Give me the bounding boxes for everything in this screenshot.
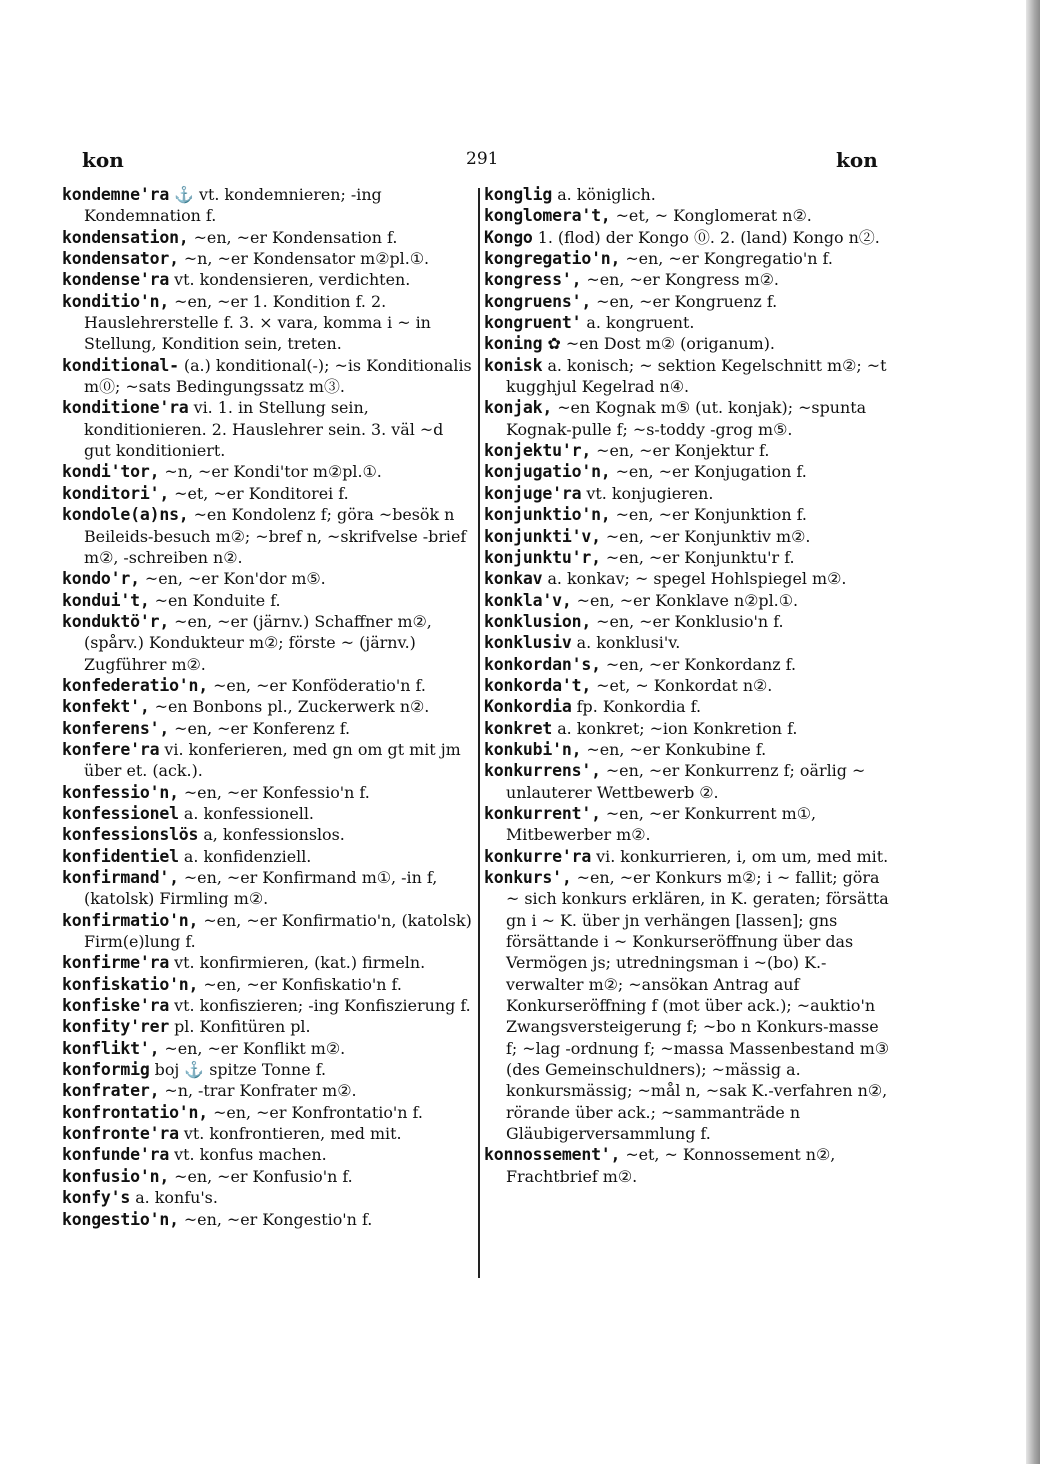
entry-definition: ~n, ~er Kondensator m②pl.①. xyxy=(178,249,430,269)
entry-definition: ~en, ~er Konjunktion f. xyxy=(610,505,807,525)
entry-definition: ~et, ~er Konditorei f. xyxy=(169,483,349,503)
entry-definition: ✿ ~en Dost m② (origanum). xyxy=(542,334,775,354)
entry-headword: konditione'ra xyxy=(62,398,189,418)
entry-headword: konfessionel xyxy=(62,803,179,823)
dictionary-entry xyxy=(484,526,894,547)
entry-definition: a. konklusi'v. xyxy=(571,633,681,653)
entry-definition: ~en, ~er Kon'dor m⑤. xyxy=(139,569,326,589)
entry-definition: ~en, ~er Konkordanz f. xyxy=(600,654,796,674)
dictionary-entry xyxy=(62,846,474,867)
entry-headword: konnossement', xyxy=(484,1145,621,1165)
entry-definition: ~n, -trar Konfrater m②. xyxy=(159,1081,357,1101)
dictionary-entry xyxy=(484,461,894,482)
dictionary-entry xyxy=(62,269,474,290)
entry-headword: konfunde'ra xyxy=(62,1145,170,1165)
entry-definition: ~en, ~er Konfrontatio'n f. xyxy=(208,1102,423,1122)
entry-headword: kongress', xyxy=(484,270,582,290)
dictionary-entry xyxy=(484,483,894,504)
dictionary-entry xyxy=(62,1209,474,1230)
dictionary-entry xyxy=(484,205,894,226)
entry-headword: konduktö'r, xyxy=(62,611,170,631)
dictionary-entry xyxy=(62,355,474,398)
entry-definition: ~en, ~er Konfessio'n f. xyxy=(178,782,370,802)
entry-headword: konjugatio'n, xyxy=(484,462,611,482)
column-divider xyxy=(478,188,480,1278)
entry-headword: konklusiv xyxy=(484,633,572,653)
entry-headword: konkla'v, xyxy=(484,590,572,610)
dictionary-entry xyxy=(62,718,474,739)
left-column xyxy=(62,184,474,1230)
entry-definition: pl. Konfitüren pl. xyxy=(169,1017,311,1037)
entry-definition: a. konfu's. xyxy=(130,1188,218,1208)
entry-definition: vi. konkurrieren, i, om um, med mit. xyxy=(591,846,889,866)
dictionary-entry xyxy=(484,632,894,653)
entry-headword: konfirmatio'n, xyxy=(62,910,199,930)
dictionary-entry xyxy=(62,995,474,1016)
entry-headword: konfiske'ra xyxy=(62,996,170,1016)
dictionary-entry xyxy=(484,590,894,611)
entry-definition: vt. konfus machen. xyxy=(169,1145,327,1165)
entry-headword: konkurs', xyxy=(484,868,572,887)
entry-definition: ~en, ~er Konkubine f. xyxy=(581,739,767,759)
entry-definition: a. konkret; ~ion Konkretion f. xyxy=(552,718,798,738)
entry-definition: ~en, ~er Kongestio'n f. xyxy=(178,1209,373,1229)
entry-headword: konfy's xyxy=(62,1188,131,1208)
dictionary-entry xyxy=(62,1187,474,1208)
entry-definition: 1. (flod) der Kongo ⓪. 2. (land) Kongo n②. xyxy=(532,227,880,247)
entry-headword: konkav xyxy=(484,569,543,589)
dictionary-entry xyxy=(62,1059,474,1080)
dictionary-entry xyxy=(62,1038,474,1059)
entry-headword: kondense'ra xyxy=(62,270,170,290)
entry-definition: ~en, ~er Konjunktiv m②. xyxy=(600,526,811,546)
entry-definition: ~en Bonbons pl., Zuckerwerk n②. xyxy=(149,697,430,717)
dictionary-entry xyxy=(484,760,894,803)
dictionary-entry xyxy=(62,1102,474,1123)
dictionary-entry xyxy=(62,867,474,910)
entry-headword: kondensation, xyxy=(62,227,189,247)
entry-headword: konfirme'ra xyxy=(62,953,170,973)
dictionary-entry xyxy=(484,867,894,1144)
dictionary-entry xyxy=(484,547,894,568)
dictionary-entry xyxy=(62,1166,474,1187)
entry-definition: ~en, ~er Konfiskatio'n f. xyxy=(198,974,402,994)
entry-headword: konditori', xyxy=(62,483,170,503)
left-running-head: kon xyxy=(82,148,124,172)
page-header xyxy=(0,148,1040,174)
dictionary-entry xyxy=(484,739,894,760)
dictionary-entry xyxy=(484,654,894,675)
dictionary-entry xyxy=(62,824,474,845)
entry-definition: ~en, ~er Konfusio'n f. xyxy=(169,1166,353,1186)
dictionary-entry xyxy=(62,1080,474,1101)
entry-definition: ~et, ~ Konkordat n②. xyxy=(591,675,773,695)
entry-definition: vi. konferieren, med gn om gt mit jm über et. (ack.). xyxy=(84,739,461,781)
entry-definition: ~n, ~er Kondi'tor m②pl.①. xyxy=(159,462,382,482)
entry-definition: ~en Konduite f. xyxy=(149,590,281,610)
dictionary-entry xyxy=(62,590,474,611)
dictionary-entry xyxy=(62,248,474,269)
dictionary-entry xyxy=(484,440,894,461)
dictionary-entry xyxy=(62,910,474,953)
entry-headword: konjak, xyxy=(484,398,553,418)
entry-definition: ~en, ~er Konjugation f. xyxy=(610,462,807,482)
dictionary-entry xyxy=(62,483,474,504)
entry-headword: konfirmand', xyxy=(62,868,179,887)
entry-definition: ~en, ~er Konflikt m②. xyxy=(159,1038,346,1058)
right-column xyxy=(484,184,894,1187)
entry-definition: ~en, ~er (järnv.) Schaffner m②, (spårv.) Kondukteur m②; förste ~ (järnv.) Zugführer m②. xyxy=(84,611,432,674)
entry-headword: konjunktu'r, xyxy=(484,547,601,567)
entry-headword: konfiskatio'n, xyxy=(62,974,199,994)
entry-definition: a. konisch; ~ sektion Kegelschnitt m②; ~t kugghjul Kegelrad n④. xyxy=(506,355,887,397)
entry-headword: Kongo xyxy=(484,227,533,247)
entry-definition: ~en Kognak m⑤ (ut. konjak); ~spunta Kognak-pulle f; ~s-toddy -grog m⑤. xyxy=(506,398,867,439)
dictionary-entry xyxy=(484,269,894,290)
entry-definition: a. kongruent. xyxy=(581,313,695,333)
dictionary-entry xyxy=(62,675,474,696)
entry-definition: ~en, ~er Kongregatio'n f. xyxy=(620,249,833,269)
dictionary-entry xyxy=(62,291,474,355)
dictionary-entry xyxy=(62,803,474,824)
entry-headword: konfessio'n, xyxy=(62,782,179,802)
entry-headword: Konkordia xyxy=(484,697,572,717)
entry-headword: konfrater, xyxy=(62,1081,160,1101)
entry-headword: kongestio'n, xyxy=(62,1209,179,1229)
entry-headword: konisk xyxy=(484,355,543,375)
entry-definition: ~en, ~er Konfirmatio'n, (katolsk) Firm(e)lung f. xyxy=(84,910,472,952)
entry-definition: ~en, ~er Konjektur f. xyxy=(591,441,770,461)
entry-headword: kondensator, xyxy=(62,249,179,269)
entry-definition: a. konfessionell. xyxy=(178,803,314,823)
entry-headword: konkret xyxy=(484,718,553,738)
dictionary-entry xyxy=(62,1016,474,1037)
entry-headword: konjunktio'n, xyxy=(484,505,611,525)
entry-definition: a. konkav; ~ spegel Hohlspiegel m②. xyxy=(542,569,847,589)
entry-definition: vt. konfrontieren, med mit. xyxy=(178,1124,402,1144)
entry-definition: vt. kondensieren, verdichten. xyxy=(169,270,411,290)
entry-headword: konkubi'n, xyxy=(484,739,582,759)
dictionary-entry xyxy=(62,739,474,782)
dictionary-entry xyxy=(484,184,894,205)
entry-definition: vi. 1. in Stellung sein, konditionieren. 2. Hauslehrer sein. 3. väl ~d gut konditioniert. xyxy=(84,398,444,461)
dictionary-entry xyxy=(484,803,894,846)
dictionary-entry xyxy=(62,974,474,995)
entry-headword: konkurre'ra xyxy=(484,846,592,866)
entry-definition: ~en, ~er Konföderatio'n f. xyxy=(208,675,426,695)
entry-definition: a, konfessionslos. xyxy=(198,825,345,845)
dictionary-entry xyxy=(484,312,894,333)
dictionary-entry xyxy=(484,696,894,717)
entry-headword: konklusion, xyxy=(484,611,592,631)
dictionary-entry xyxy=(484,355,894,398)
entry-headword: konkordan's, xyxy=(484,654,601,674)
entry-definition: ~en, ~er Konkurs m②; i ~ fallit; göra ~ sich konkurs erklären, in K. geraten; försätta gn i ~ K. über jn verhängen [lassen]; gns försättande i ~ Konkurseröffnung über das Vermögen js; utredningsman i ~(bo) K.-verwalter m②; ~ansökan Antrag auf Konkurseröffning f (mot über ack.); ~auktio'n Zwangsversteigerung f; ~bo n Konkurs-masse f; ~lag -ordnung f; ~massa Massenbestand m③ (des Gemeinschuldners); ~mässig a. konkursmässig; ~mål n, ~sak K.-verfahren n②, rörande über ack.; ~sammanträde n Gläubigerversammlung f. xyxy=(506,868,890,1144)
page-number: 291 xyxy=(466,149,499,169)
entry-headword: kondi'tor, xyxy=(62,462,160,482)
dictionary-entry xyxy=(62,611,474,675)
entry-headword: kondole(a)ns, xyxy=(62,505,189,525)
entry-headword: konfity'rer xyxy=(62,1017,170,1037)
dictionary-entry xyxy=(62,696,474,717)
entry-definition: ~en, ~er Konjunktu'r f. xyxy=(600,547,795,567)
dictionary-entry xyxy=(484,248,894,269)
entry-headword: konjunkti'v, xyxy=(484,526,601,546)
entry-headword: konferens', xyxy=(62,718,170,738)
entry-headword: konglomera't, xyxy=(484,206,611,226)
dictionary-entry xyxy=(62,184,474,227)
dictionary-entry xyxy=(62,504,474,568)
entry-definition: a. konfidenziell. xyxy=(178,846,312,866)
entry-headword: konkurrent', xyxy=(484,803,601,823)
entry-headword: konkurrens', xyxy=(484,761,601,781)
entry-headword: koning xyxy=(484,334,543,354)
dictionary-entry xyxy=(62,568,474,589)
entry-headword: konditio'n, xyxy=(62,291,170,311)
entry-headword: konfere'ra xyxy=(62,739,160,759)
dictionary-entry xyxy=(62,397,474,461)
entry-headword: konfessionslös xyxy=(62,825,199,845)
dictionary-entry xyxy=(484,568,894,589)
scan-edge xyxy=(1026,0,1040,1464)
dictionary-entry xyxy=(62,461,474,482)
dictionary-entry xyxy=(484,675,894,696)
entry-definition: boj ⚓ spitze Tonne f. xyxy=(149,1060,327,1080)
entry-headword: konfederatio'n, xyxy=(62,675,209,695)
dictionary-entry xyxy=(484,397,894,440)
entry-headword: konkorda't, xyxy=(484,675,592,695)
entry-headword: konformig xyxy=(62,1060,150,1080)
entry-definition: ~en, ~er Konfirmand m①, -in f, (katolsk) Firmling m②. xyxy=(84,868,438,909)
dictionary-entry xyxy=(484,846,894,867)
entry-definition: ~en, ~er Konklusio'n f. xyxy=(591,611,784,631)
entry-headword: konfronte'ra xyxy=(62,1124,179,1144)
dictionary-entry xyxy=(62,952,474,973)
entry-headword: kongruens', xyxy=(484,291,592,311)
dictionary-entry xyxy=(484,611,894,632)
dictionary-entry xyxy=(484,1144,894,1187)
entry-definition: ~en, ~er Konferenz f. xyxy=(169,718,351,738)
entry-definition: ~en, ~er Kongruenz f. xyxy=(591,291,778,311)
dictionary-entry xyxy=(62,782,474,803)
entry-definition: vt. konfirmieren, (kat.) firmeln. xyxy=(169,953,426,973)
entry-headword: kondemne'ra xyxy=(62,185,170,204)
entry-headword: kongruent' xyxy=(484,313,582,333)
entry-definition: ~en, ~er Kongress m②. xyxy=(581,270,779,290)
dictionary-entry xyxy=(484,718,894,739)
entry-definition: vt. konfiszieren; -ing Konfiszierung f. xyxy=(169,996,471,1016)
dictionary-entry xyxy=(484,291,894,312)
entry-definition: fp. Konkordia f. xyxy=(571,697,701,717)
entry-headword: konjuge'ra xyxy=(484,483,582,503)
entry-headword: kondo'r, xyxy=(62,569,140,589)
right-running-head: kon xyxy=(836,148,878,172)
dictionary-entry xyxy=(62,227,474,248)
entry-headword: kongregatio'n, xyxy=(484,249,621,269)
dictionary-entry xyxy=(62,1123,474,1144)
entry-definition: (a.) konditional(-); ~is Konditionalis m⓪; ~sats Bedingungssatz m③. xyxy=(84,355,472,397)
entry-headword: konjektu'r, xyxy=(484,441,592,461)
entry-definition: ~en, ~er Konklave n②pl.①. xyxy=(571,590,799,610)
entry-definition: ~en, ~er Konkurrenz f; oärlig ~ unlauterer Wettbewerb ②. xyxy=(506,761,866,802)
dictionary-entry xyxy=(484,504,894,525)
entry-definition: ~et, ~ Konglomerat n②. xyxy=(610,206,812,226)
entry-headword: konflikt', xyxy=(62,1038,160,1058)
entry-definition: ~en, ~er Konkurrent m①, Mitbewerber m②. xyxy=(506,803,817,845)
entry-headword: konfusio'n, xyxy=(62,1166,170,1186)
entry-definition: ~et, ~ Konnossement n②, Frachtbrief m②. xyxy=(506,1145,836,1186)
entry-definition: a. königlich. xyxy=(552,185,656,204)
entry-definition: ⚓ vt. kondemnieren; -ing Kondemnation f. xyxy=(84,185,382,226)
dictionary-entry xyxy=(484,227,894,248)
dictionary-entry xyxy=(62,1144,474,1165)
entry-headword: konfidentiel xyxy=(62,846,179,866)
entry-definition: ~en, ~er Kondensation f. xyxy=(188,227,398,247)
dictionary-entry xyxy=(484,333,894,354)
entry-definition: ~en Kondolenz f; göra ~besök n Beileids-besuch m②; ~bref n, ~skrifvelse -brief m②, -schreiben n②. xyxy=(84,505,467,567)
entry-headword: konditional- xyxy=(62,355,179,375)
entry-definition: ~en, ~er 1. Kondition f. 2. Hauslehrerstelle f. 3. × vara, komma i ~ in Stellung, Kondition sein, treten. xyxy=(84,291,431,354)
entry-headword: kondui't, xyxy=(62,590,150,610)
entry-headword: konglig xyxy=(484,185,553,204)
entry-headword: konfekt', xyxy=(62,697,150,717)
entry-headword: konfrontatio'n, xyxy=(62,1102,209,1122)
entry-definition: vt. konjugieren. xyxy=(581,483,714,503)
